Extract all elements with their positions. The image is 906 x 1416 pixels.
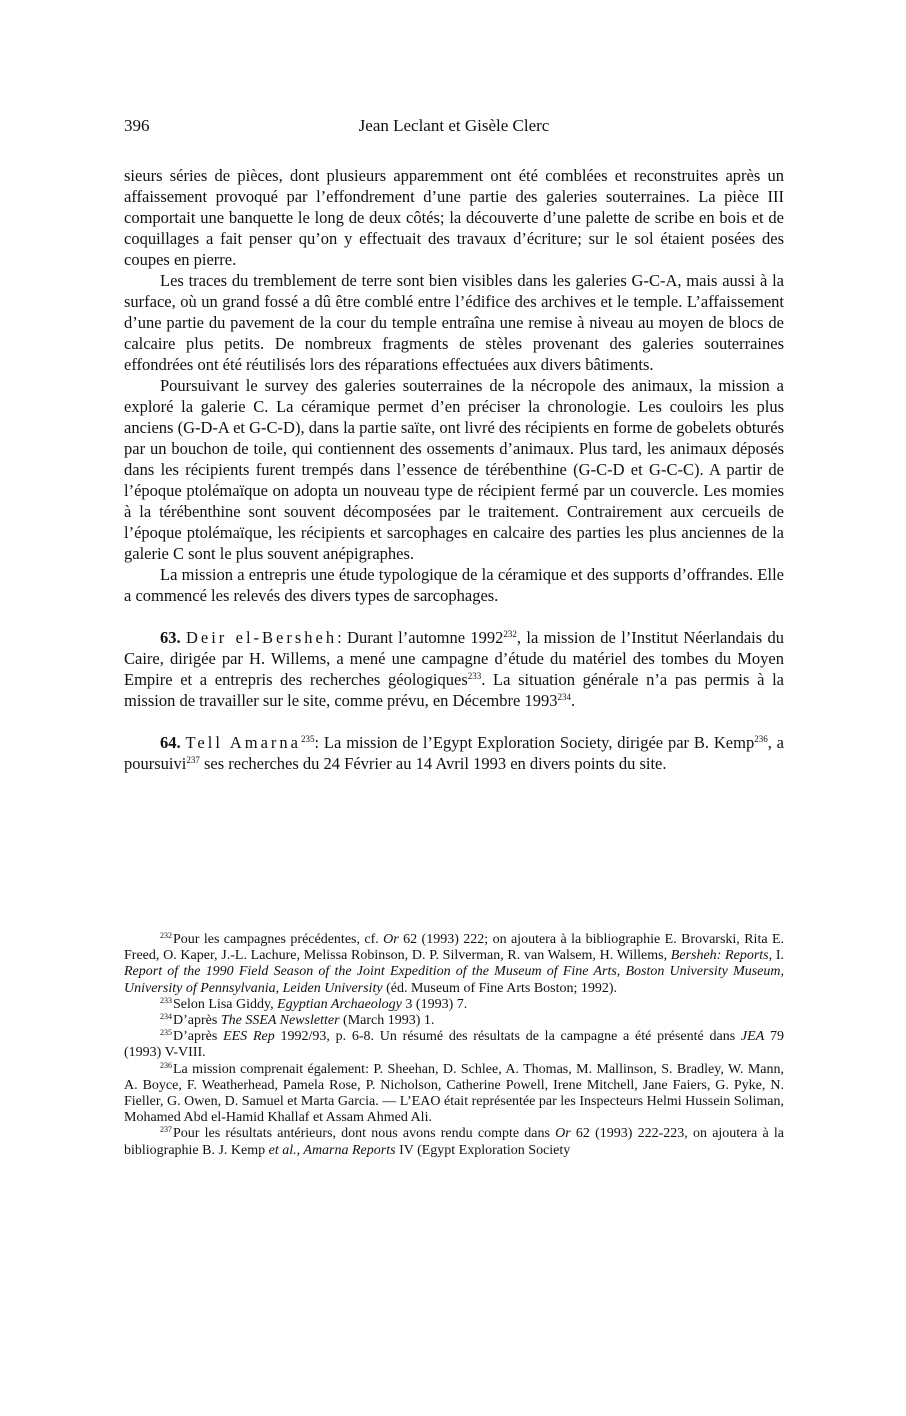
footnote-mark: 234	[160, 1012, 172, 1022]
footnote-234	[124, 1013, 784, 1029]
section-text: , la mission de l’Institut Néerlandais du Caire, dirigée par H. Willems, a mené une campagne d’étude du matériel des tombes du Moyen Empire et a entrepris des recherches géologiques	[124, 628, 785, 689]
footnote-ref: 237	[186, 755, 200, 765]
section-63	[124, 627, 784, 711]
footnote-text: Selon Lisa Giddy,	[173, 996, 278, 1012]
footnote-236	[124, 1062, 784, 1127]
footnote-ref: 234	[557, 692, 571, 702]
running-title: Jean Leclant et Gisèle Clerc	[358, 116, 550, 135]
footnote-ref: 233	[467, 671, 482, 681]
footnote-text: (March 1993) 1.	[339, 1013, 435, 1029]
footnote-text: 62 (1993) 222-223, on ajoutera à la bibliographie B. J. Kemp	[124, 1126, 784, 1158]
footnote-text: I.	[772, 948, 784, 964]
paragraph-earthquake: Les traces du tremblement de terre sont bien visibles dans les galeries G-C-A, mais aussi à la surface, où un grand fossé a dû être comblé entre l’édifice des archives et le temple. L’affaissement d’une partie du pavement de la cour du temple entraîna une remise à niveau au moyen de blocs de calcaire plus petits. De nombreux fragments de stèles provenant des galeries souterraines effondrées ont été réutilisés lors des réparations effectuées aux divers bâtiments.	[124, 271, 784, 374]
footnote-italic: EES Rep	[223, 1029, 275, 1045]
footnote-text: 3 (1993) 7.	[401, 996, 468, 1012]
footnote-ref: 236	[754, 734, 768, 744]
section-text: ses recherches du 24 Février au 14 Avril 1993 en divers points du site.	[199, 754, 667, 773]
footnote-ref: 235	[301, 734, 315, 744]
main-text	[124, 165, 784, 774]
footnote-232	[124, 932, 784, 997]
footnote-237	[124, 1126, 784, 1158]
paragraph-survey: Poursuivant le survey des galeries souterraines de la nécropole des animaux, la mission a exploré la galerie C. La céramique permet d’en préciser la chronologie. Les couloirs les plus anciens (G-D-A et G-C-D), dans la partie saïte, ont livré des récipients en forme de gobelets obturés par un bouchon de toile, qui contiennent des ossements d’animaux. Plus tard, les animaux déposés dans les récipients furent trempés dans l’essence de térébenthine (G-C-D et G-C-C). A partir de l’époque ptolémaïque on adopta un nouveau type de récipient fermé par un couvercle. Les momies à la térébenthine sont souvent décomposées par le traitement. Contrairement aux cercueils de l’époque ptolémaïque, les récipients et sarcophages en calcaire des parties les plus anciennes de la galerie C sont le plus souvent anépigraphes.	[124, 376, 784, 563]
section-64	[124, 732, 784, 774]
section-text: . La situation générale n’a pas permis à la mission de travailler sur le site, comme prévu, en Décembre 1993	[124, 670, 784, 710]
paragraph-continuation: sieurs séries de pièces, dont plusieurs apparemment ont été comblées et reconstruites après un affaissement provoqué par l’effondrement d’une partie des galeries souterraines. La pièce III comportait une banquette le long de deux côtés; la découverte d’une palette de scribe en bois et de coquillages a fait penser qu’on y effectuait des travaux d’écriture; sur le sol étaient posées des coupes en pierre.	[124, 166, 784, 269]
footnotes	[124, 932, 784, 1159]
page-number: 396	[124, 116, 150, 135]
footnote-mark: 237	[160, 1125, 172, 1135]
section-text: .	[570, 691, 576, 710]
section-text: : La mission de l’Egypt Exploration Society, dirigée par B. Kemp	[314, 733, 755, 752]
section-text: : Durant l’automne 1992	[337, 628, 504, 647]
footnote-text: Pour les campagnes précédentes, cf.	[173, 932, 384, 947]
footnote-ref: 232	[503, 629, 517, 639]
footnote-text: D’après	[173, 1029, 224, 1045]
footnote-italic: Or	[383, 932, 399, 947]
footnote-italic: The SSEA Newsletter	[220, 1013, 340, 1029]
footnote-text: D’après	[173, 1013, 221, 1029]
footnote-italic: Or	[555, 1126, 571, 1142]
footnote-mark: 232	[160, 931, 172, 940]
page-header	[124, 115, 784, 137]
footnote-text: IV (Egypt Exploration Society	[395, 1142, 571, 1158]
footnote-italic: Bersheh: Reports,	[670, 948, 773, 964]
section-number: 63.	[160, 628, 181, 647]
footnote-233	[124, 997, 784, 1013]
footnote-mark: 235	[160, 1028, 172, 1038]
footnote-text: 62 (1993) 222; on ajoutera à la bibliographie E. Brovarski, Rita E. Freed, O. Kaper, J.-L. Lachure, Melissa Robinson, D. P. Silverman, R. van Walsem, H. Willems,	[124, 932, 784, 964]
footnote-italic: Egyptian Archaeology	[277, 996, 402, 1012]
footnote-235	[124, 1029, 784, 1061]
footnote-text: (éd. Museum of Fine Arts Boston; 1992).	[382, 980, 618, 996]
footnote-italic: Report of the 1990 Field Season of the Joint Expedition of the Museum of Fine Arts, Boston University Museum, University of Pennsylvania, Leiden University	[124, 964, 784, 996]
section-number: 64.	[160, 733, 181, 752]
footnote-text: Pour les résultats antérieurs, dont nous avons rendu compte dans	[173, 1126, 556, 1142]
footnote-text: 79 (1993) V-VIII.	[124, 1029, 785, 1061]
footnote-text: La mission comprenait également: P. Sheehan, D. Schlee, A. Thomas, M. Mallinson, S. Bradley, W. Mann, A. Boyce, F. Weatherhead, Pamela Rose, P. Nicholson, Catherine Powell, Irene Mitchell, Jane Faiers, G. Pyke, N. Fieller, G. Owen, D. Samuel et Marta Garcia. — L’EAO était représentée par les Inspecteurs Helmi Hussein Soliman, Mohamed Abd el-Hamid Khallaf et Assam Ahmed Ali.	[124, 1061, 784, 1126]
site-name: Tell Amarna	[185, 733, 301, 752]
site-name: Deir el-Bersheh	[185, 628, 338, 647]
footnote-mark: 233	[160, 995, 172, 1005]
footnote-italic: JEA	[740, 1029, 765, 1045]
footnote-mark: 236	[160, 1060, 172, 1070]
footnote-text: 1992/93, p. 6-8. Un résumé des résultats de la campagne a été présenté dans	[274, 1029, 741, 1045]
footnote-italic: et al., Amarna Reports	[268, 1142, 396, 1158]
section-text: , a poursuivi	[124, 733, 785, 773]
paragraph-typology: La mission a entrepris une étude typologique de la céramique et des supports d’offrandes. Elle a commencé les relevés des divers types de sarcophages.	[124, 565, 784, 605]
